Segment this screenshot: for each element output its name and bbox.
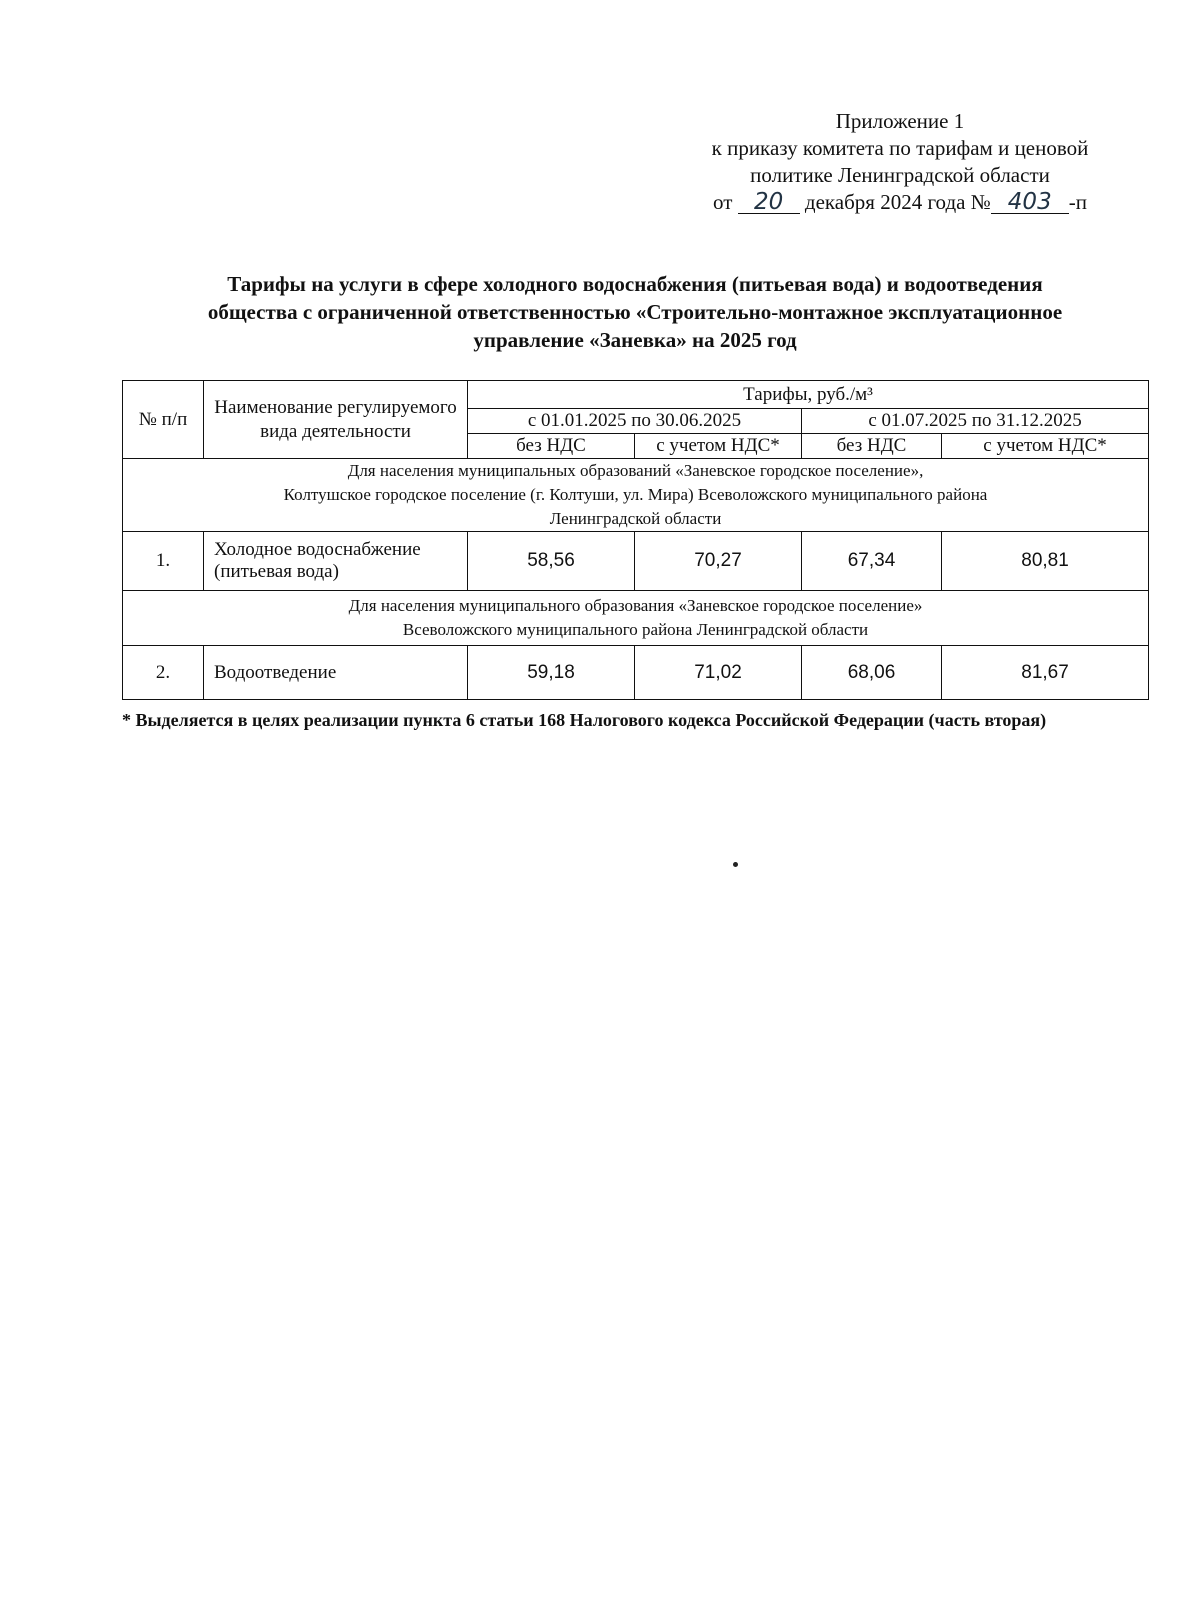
tariffs-table: [122, 380, 1149, 700]
date-suffix: -п: [1068, 190, 1087, 214]
date-prefix: от: [713, 190, 733, 214]
appendix-header: [640, 108, 1160, 216]
group-1-line-3: Ленинградской области: [549, 509, 722, 528]
header-number: № п/п: [123, 381, 204, 459]
header-activity-name: Наименование регулируемого вида деятельности: [204, 381, 468, 459]
table-row: [123, 532, 1149, 591]
group-2-label: [123, 591, 1149, 646]
header-p2-with-vat: с учетом НДС*: [942, 434, 1149, 459]
header-tariffs: Тарифы, руб./м³: [468, 381, 1149, 409]
table-header-row: [123, 381, 1149, 409]
table-row: [123, 646, 1149, 700]
vat-footnote: * Выделяется в целях реализации пункта 6 статьи 168 Налогового кодекса Российской Федерации (часть вторая): [122, 710, 1047, 730]
row-1-activity: Холодное водоснабжение (питьевая вода): [204, 532, 468, 591]
handwritten-order-number: 403: [991, 191, 1069, 214]
title-line-1: Тарифы на услуги в сфере холодного водоснабжения (питьевая вода) и водоотведения: [227, 272, 1043, 296]
scan-speck: [733, 862, 738, 867]
handwritten-day: 20: [738, 191, 800, 214]
date-middle: декабря 2024 года №: [804, 190, 991, 214]
header-p1-no-vat: без НДС: [468, 434, 635, 459]
row-1-p1-no-vat: 58,56: [468, 532, 635, 591]
header-p2-no-vat: без НДС: [802, 434, 942, 459]
row-1-p2-with-vat: 80,81: [942, 532, 1149, 591]
row-2-p1-no-vat: 59,18: [468, 646, 635, 700]
row-1-p1-with-vat: 70,27: [635, 532, 802, 591]
row-2-p1-with-vat: 71,02: [635, 646, 802, 700]
header-p1-with-vat: с учетом НДС*: [635, 434, 802, 459]
group-1-label: [123, 459, 1149, 532]
row-2-number: 2.: [123, 646, 204, 700]
group-1-line-1: Для населения муниципальных образований «Заневское городское поселение»,: [347, 461, 924, 480]
appendix-label: Приложение 1: [835, 109, 965, 133]
row-1-number: 1.: [123, 532, 204, 591]
group-row-1: [123, 459, 1149, 532]
row-2-p2-no-vat: 68,06: [802, 646, 942, 700]
title-line-2: общества с ограниченной ответственностью «Строительно-монтажное эксплуатационное: [207, 300, 1063, 324]
group-1-line-2: Колтушское городское поселение (г. Колтуши, ул. Мира) Всеволожского муниципального района: [283, 485, 988, 504]
title-line-3: управление «Заневка» на 2025 год: [473, 328, 797, 352]
group-row-2: [123, 591, 1149, 646]
header-period-1: с 01.01.2025 по 30.06.2025: [468, 409, 802, 434]
document-title: [120, 270, 1150, 354]
row-2-p2-with-vat: 81,67: [942, 646, 1149, 700]
header-period-2: с 01.07.2025 по 31.12.2025: [802, 409, 1149, 434]
order-reference-line: к приказу комитета по тарифам и ценовой: [711, 136, 1089, 160]
row-1-p2-no-vat: 67,34: [802, 532, 942, 591]
order-date-line: [640, 189, 1160, 216]
committee-name-line: политике Ленинградской области: [750, 163, 1050, 187]
group-2-line-2: Всеволожского муниципального района Ленинградской области: [402, 620, 869, 639]
row-2-activity: Водоотведение: [204, 646, 468, 700]
group-2-line-1: Для населения муниципального образования «Заневское городское поселение»: [348, 596, 923, 615]
